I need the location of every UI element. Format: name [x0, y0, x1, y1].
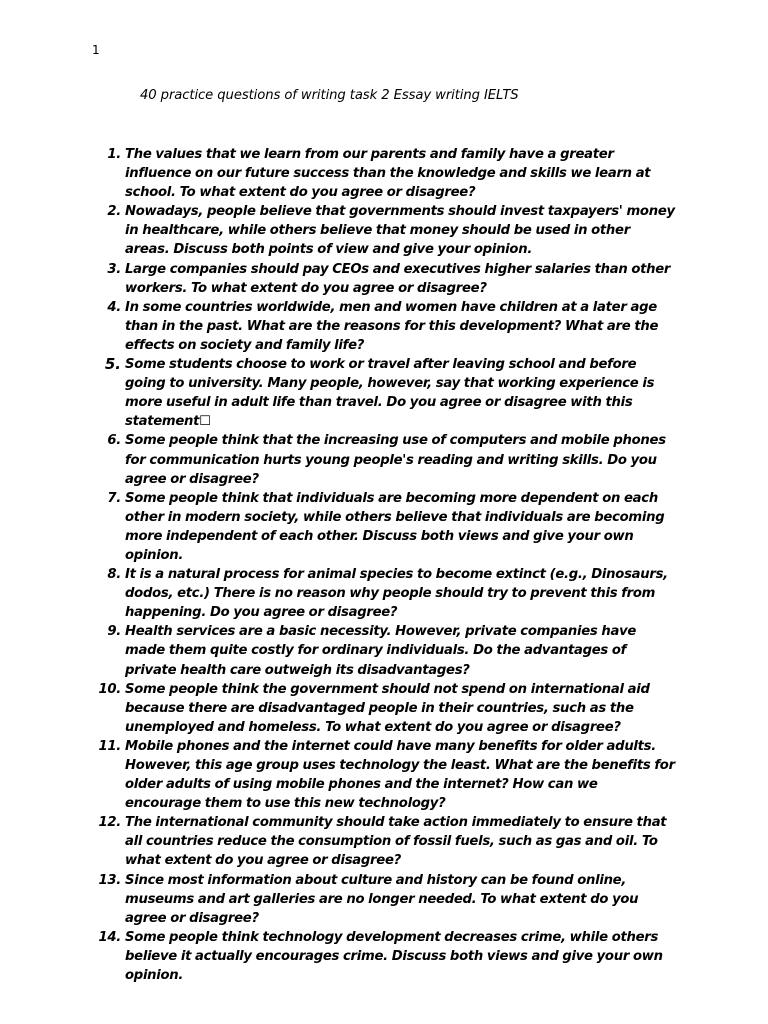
question-item: [98, 813, 677, 870]
question-text: Health services are a basic necessity. However, private companies have made them quite costly for ordinary individuals. Do the advantages of private health care outweigh its disadvantages?: [125, 624, 637, 678]
question-number: 13.: [98, 872, 121, 888]
question-item: [107, 431, 677, 488]
question-text: Since most information about culture and history can be found online, museums and art galleries are no longer needed. To what extent do you agree or disagree?: [125, 872, 639, 926]
question-number: 11.: [98, 738, 121, 754]
question-text: Some students choose to work or travel after leaving school and before going to university. Many people, however, say that working experience is more useful in adult life than travel. Do you agree or disagree with this statement☐: [125, 357, 655, 430]
question-text: The international community should take action immediately to ensure that all countries reduce the consumption of fossil fuels, such as gas and oil. To what extent do you agree or disagree?: [125, 815, 667, 869]
question-number: 14.: [98, 929, 121, 945]
question-number: 10.: [98, 681, 121, 697]
question-text: Some people think technology development decreases crime, while others believe it actually encourages crime. Discuss both views and give your own opinion.: [125, 929, 663, 984]
document-title: 40 practice questions of writing task 2 Essay writing IELTS: [140, 88, 519, 103]
question-text: Some people think that the increasing use of computers and mobile phones for communication hurts young people's reading and writing skills. Do you agree or disagree?: [125, 433, 666, 487]
question-number: 12.: [98, 815, 121, 831]
question-item: [107, 565, 677, 622]
question-text: Some people think the government should not spend on international aid because there are disadvantaged people in their countries, such as the unemployed and homeless. To what extent do you agree or disagree?: [125, 681, 650, 735]
question-item: [98, 737, 677, 813]
question-text: Some people think that individuals are becoming more dependent on each other in modern society, while others believe that individuals are becoming more independent of each other. Discuss both views and give your own opinion.: [125, 490, 665, 563]
question-item: [98, 928, 677, 985]
question-number: 9.: [107, 624, 121, 640]
question-text: Nowadays, people believe that governments should invest taxpayers' money in healthcare, while others believe that money should be used in other areas. Discuss both points of view and give your opinion.: [125, 204, 675, 258]
question-number: 6.: [107, 433, 121, 449]
question-number: 8.: [107, 567, 121, 583]
page-number: 1: [92, 43, 100, 57]
question-item: [104, 355, 677, 431]
question-item: [107, 622, 677, 679]
question-number: 2.: [107, 204, 121, 220]
question-number: 7.: [107, 490, 121, 506]
question-text: Large companies should pay CEOs and executives higher salaries than other workers. To what extent do you agree or disagree?: [125, 261, 671, 296]
question-item: [98, 680, 677, 737]
question-text: It is a natural process for animal species to become extinct (e.g., Dinosaurs, dodos, etc.) There is no reason why people should try to prevent this from happening. Do you agree or disagree?: [125, 567, 668, 621]
question-item: [107, 298, 677, 355]
question-number: 5.: [104, 355, 121, 374]
question-number: 1.: [107, 147, 121, 162]
question-text: In some countries worldwide, men and women have children at a later age than in the past. What are the reasons for this development? What are the effects on society and family life?: [125, 299, 659, 353]
question-item: [107, 489, 677, 565]
question-number: 3.: [107, 261, 121, 277]
question-item: [98, 871, 677, 928]
question-list: [98, 145, 677, 985]
question-text: The values that we learn from our parents and family have a greater influence on our future success than the knowledge and skills we learn at school. To what extent do you agree or disagree?: [125, 147, 651, 201]
question-text: Mobile phones and the internet could have many benefits for older adults. However, this age group uses technology the least. What are the benefits for older adults of using mobile phones and the internet? How can we encourage them to use this new technology?: [125, 738, 675, 812]
question-item: [107, 202, 677, 259]
question-item: [107, 260, 677, 298]
question-item: [107, 145, 677, 202]
question-number: 4.: [107, 299, 121, 315]
